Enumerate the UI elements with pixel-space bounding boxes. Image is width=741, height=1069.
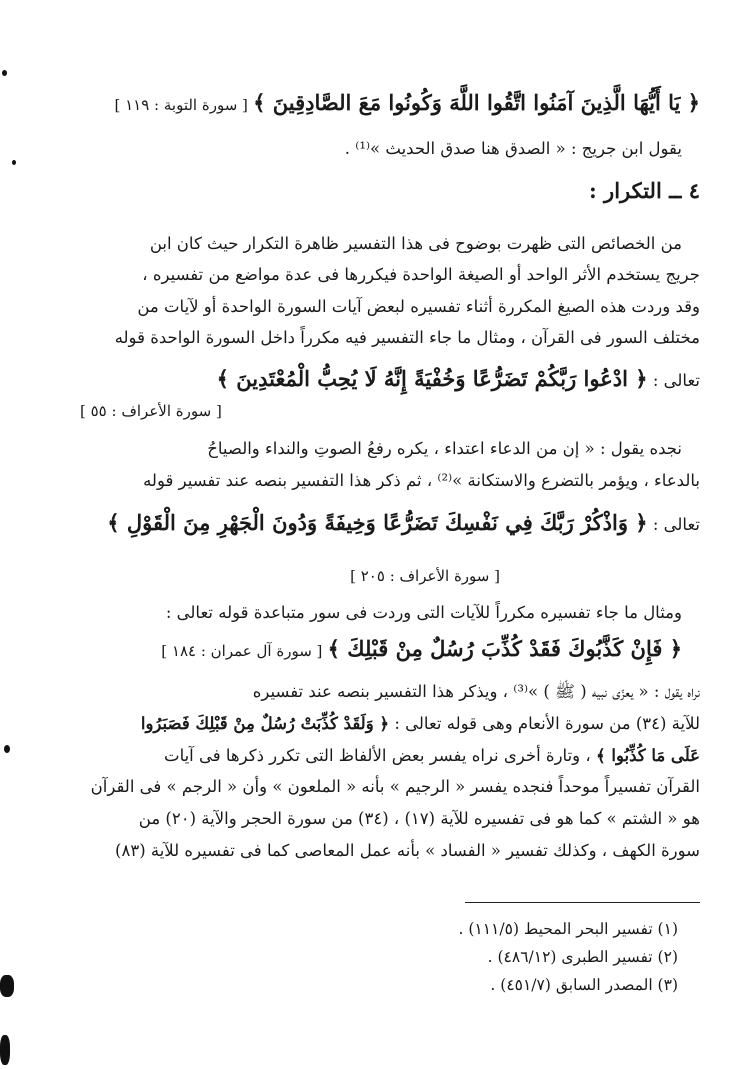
text-line: بالدعاء ، ويؤمر بالتضرع والاستكانة »⁽²⁾ ، ثم ذكر هذا التفسير بنصه عند تفسير قوله [143,471,700,490]
text-line: يقول ابن جريج : « الصدق هنا صدق الحديث »⁽¹⁾ . [344,139,682,158]
text-line: من الخصائص التى ظهرت بوضوح فى هذا التفسير ظاهرة التكرار حيث كان ابن [149,234,682,253]
scan-mark [0,975,14,997]
text-line: وقد وردت هذه الصيغ المكررة أثناء تفسيره لبعض آيات السورة الواحدة أو لآيات من [137,297,700,316]
scan-mark [2,70,7,76]
verse-line [80,638,700,662]
quran-verse: ﴿ وَلَقَدْ كُذِّبَتْ رُسُلٌ مِنْ قَبْلِكَ فَصَبَرُوا [140,714,390,733]
text-line: القرآن تفسيراً موحداً فنجده يفسر « الرجيم » بأنه « الملعون » وأن « الرجم » فى القرآن [90,777,700,796]
section-heading: ٤ ــ التكرار : [588,178,700,203]
text-line: جريج يستخدم الأثر الواحد أو الصيغة الواحدة فيكررها فى عدة مواضع من تفسيره ، [142,265,700,284]
text-line [80,745,700,767]
text-line [80,713,700,735]
verse-reference: [ سورة الأعراف : ٢٠٥ ] [350,567,500,585]
text-line: ومثال ما جاء تفسيره مكرراً للآيات التى وردت فى سور متباعدة قوله تعالى : [165,603,682,622]
verse-reference: [ سورة التوبة : ١١٩ ] [114,96,248,114]
verse-line [80,512,700,536]
footnote: (٢) تفسير الطبرى (٤٨٦/١٢) . [487,948,678,966]
text-span: للآية (٣٤) من سورة الأنعام وهى قوله تعالى : [394,714,700,733]
footnote-separator [465,902,700,903]
text-span: ، وتارة أخرى نراه يفسر بعض الألفاظ التى تكرر ذكرها فى آيات [164,746,591,765]
verse-reference: [ سورة آل عمران : ١٨٤ ] [161,642,323,660]
text-line: نجده يقول : « إن من الدعاء اعتداء ، يكره رفعُ الصوتِ والنداء والصياحُ [207,439,682,458]
scan-mark [0,1035,10,1065]
quran-verse: ﴿ ادْعُوا رَبَّكُمْ تَضَرُّعًا وَخُفْيَةً إِنَّهُ لَا يُحِبُّ الْمُعْتَدِينَ ﴾ [216,366,648,391]
quran-verse: ﴿ وَاذْكُرْ رَبَّكَ فِي نَفْسِكَ تَضَرُّعًا وَخِيفَةً وَدُونَ الْجَهْرِ مِنَ الْقَوْلِ ﴾ [107,510,648,535]
quran-verse: عَلَى مَا كُذِّبُوا ﴾ [595,746,700,765]
text-line: مختلف السور فى القرآن ، ومثال ما جاء التفسير فيه مكرراً داخل السورة الواحدة قوله [114,328,700,347]
verse-line [80,368,700,392]
text-line: نراه يقول : « يعزّى نبيه ( ﷺ ) »⁽³⁾ ، ويذكر هذا التفسير بنصه عند تفسيره [252,682,700,701]
text-span: تعالى : [652,515,700,534]
verse-line [80,92,700,116]
scan-mark [4,745,10,753]
document-page [80,70,700,1030]
text-line: هو « الشتم » كما هو فى تفسيره للآية (١٧) ، (٣٤) من سورة الحجر والآية (٢٠) من [138,809,700,828]
quran-verse: ﴿ فَإِنْ كَذَّبُوكَ فَقَدْ كُذِّبَ رُسُلٌ مِنْ قَبْلِكَ ﴾ [327,636,682,661]
text-span: تعالى : [652,371,700,390]
footnote: (١) تفسير البحر المحيط (١١١/٥) . [458,920,678,938]
scan-mark [12,160,16,165]
text-line: سورة الكهف ، وكذلك تفسير « الفساد » بأنه عمل المعاصى كما فى تفسيره للآية (٨٣) [115,841,700,860]
footnote: (٣) المصدر السابق (٤٥١/٧) . [490,976,678,994]
verse-reference: [ سورة الأعراف : ٥٥ ] [80,402,222,420]
quran-verse: ﴿ يَا أَيُّهَا الَّذِينَ آمَنُوا اتَّقُوا اللَّهَ وَكُونُوا مَعَ الصَّادِقِينَ ﴾ [253,90,700,115]
